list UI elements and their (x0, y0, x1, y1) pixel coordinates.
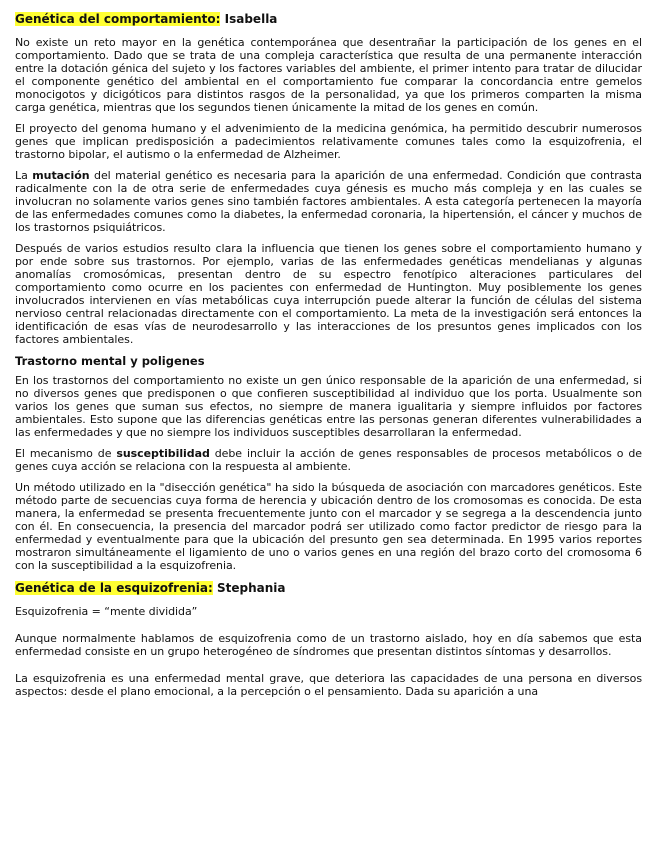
text-run: El mecanismo de (15, 447, 117, 460)
paragraph-8: Esquizofrenia = “mente dividida” (15, 605, 198, 618)
section-author: Stephania (216, 581, 286, 595)
section-heading-genetica-comportamiento (15, 11, 642, 27)
paragraph-6 (15, 447, 642, 473)
paragraph-9: Aunque normalmente hablamos de esquizofrenia como de un trastorno aislado, hoy en día sabemos que esta enfermedad consiste en un grupo heterogéneo de síndromes que presentan distintos síntomas y desarrollos. (15, 632, 642, 658)
section-author: Isabella (224, 12, 278, 26)
paragraph-10: La esquizofrenia es una enfermedad mental grave, que deteriora las capacidades de una persona en diversos aspectos: desde el plano emocional, a la percepción o el pensamiento. Dada su aparición a una (15, 672, 642, 698)
paragraph-3 (15, 169, 642, 234)
bold-term-mutacion: mutación (32, 169, 90, 182)
paragraph-1: No existe un reto mayor en la genética contemporánea que desentrañar la participación de los genes en el comportamiento. Dado que se trata de una compleja característica que resulta de una permanente interacción entre la dotación génica del sujeto y los factores variables del ambiente, el primer intento para tratar de dilucidar el componente genético del ambiental en el comportamiento fue comparar la concordancia entre gemelos monocigotos y dicigóticos para distintos rasgos de la personalidad, ya que los primeros comparten la misma carga genética, mientras que los segundos tienen únicamente la mitad de los genes en común. (15, 36, 642, 114)
paragraph-5: En los trastornos del comportamiento no existe un gen único responsable de la aparición de una enfermedad, si no diversos genes que predisponen o que confieren susceptibilidad al individuo que los porta. Usualmente son varios los genes que suman sus efectos, no siempre de manera igualitaria y siempre influidos por factores ambientales. Esto supone que las diferencias genéticas entre las personas generan diferentes vulnerabilidades a las enfermedades y que no siempre los individuos susceptibles desarrollaran la enfermedad. (15, 374, 642, 439)
paragraph-4: Después de varios estudios resulto clara la influencia que tienen los genes sobre el comportamiento humano y por ende sobre sus trastornos. Por ejemplo, varias de las enfermedades genéticas mendelianas y algunas anomalías cromosómicas, presentan dentro de su espectro fenotípico alteraciones particulares del comportamiento como ocurre en los pacientes con enfermedad de Huntington. Muy posiblemente los genes involucrados intervienen en vías metabólicas cuya interrupción puede alterar la función de células del sistema nervioso central relacionadas directamente con el comportamiento. La meta de la investigación será entonces la identificación de esas vías de neurodesarrollo y las interacciones de los presuntos genes implicados con los factores ambientales. (15, 242, 642, 346)
section-heading-genetica-esquizofrenia (15, 580, 642, 596)
subheading-trastorno-mental: Trastorno mental y poligenes (15, 354, 205, 368)
text-run: La (15, 169, 33, 182)
text-run: debe incluir la acción de genes responsables de procesos metabólicos o de genes cuya acción se relaciona con la respuesta al ambiente. (15, 447, 642, 473)
paragraph-7: Un método utilizado en la "disección genética" ha sido la búsqueda de asociación con marcadores genéticos. Este método parte de secuencias cuya forma de herencia y ubicación dentro de los cromosomas es conocida. De esta manera, la enfermedad se presenta frecuentemente junto con el marcador y se segrega a la descendencia junto con él. En consecuencia, la presencia del marcador podrá ser utilizado como factor predictor de riesgo para la enfermedad y eventualmente para que la ubicación del presunto gen sea determinada. En 1995 varios reportes mostraron simultáneamente el ligamiento de uno o varios genes en una región del brazo corto del cromosoma 6 con la susceptibilidad a la esquizofrenia. (15, 481, 642, 572)
section-highlight: Genética del comportamiento: (15, 12, 221, 26)
bold-term-susceptibilidad: susceptibilidad (116, 447, 210, 460)
section-highlight: Genética de la esquizofrenia: (15, 581, 213, 595)
text-run: del material genético es necesaria para la aparición de una enfermedad. Condición que contrasta radicalmente con la de otra serie de enfermedades cuya génesis es mucho más compleja y en las cuales se involucran no solamente varios genes sino también factores ambientales. A esta categoría pertenecen la mayoría de las enfermedades comunes como la diabetes, la enfermedad coronaria, la hipertensión, el cáncer y muchos de los trastornos psiquiátricos. (15, 169, 642, 234)
paragraph-2: El proyecto del genoma humano y el advenimiento de la medicina genómica, ha permitido descubrir numerosos genes que implican predisposición a padecimientos relativamente comunes tales como la esquizofrenia, el trastorno bipolar, el autismo o la enfermedad de Alzheimer. (15, 122, 642, 161)
